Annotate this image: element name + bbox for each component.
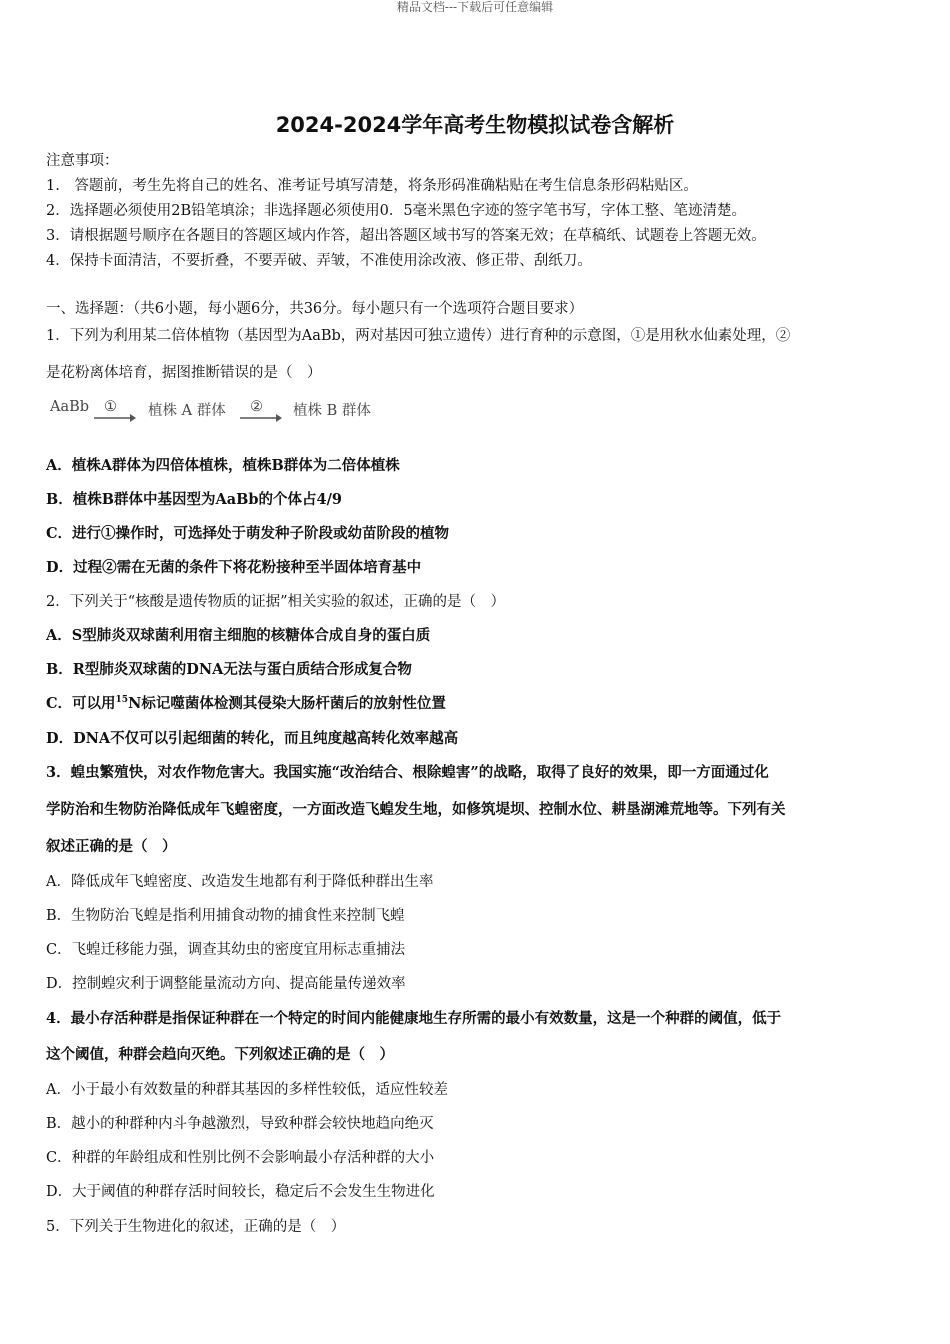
q4-option-d: D．大于阈值的种群存活时间较长，稳定后不会发生生物进化 [46, 1184, 435, 1200]
q3-stem-line2: 学防治和生物防治降低成年飞蝗密度，一方面改造飞蝗发生地，如修筑堤坝、控制水位、耕垦湖滩荒地等。下列有关 [46, 801, 786, 818]
q1-option-b: B．植株B群体中基因型为AaBb的个体占4/9 [46, 491, 343, 508]
q3-option-c: C．飞蝗迁移能力强，调查其幼虫的密度宜用标志重捕法 [46, 942, 406, 958]
diagram-arrow-1 [92, 395, 136, 427]
q4-option-c: C．种群的年龄组成和性别比例不会影响最小存活种群的大小 [46, 1150, 435, 1166]
q3-option-b: B．生物防治飞蝗是指利用捕食动物的捕食性来控制飞蝗 [46, 908, 405, 924]
q3-option-d: D．控制蝗灾利于调整能量流动方向、提高能量传递效率 [46, 976, 406, 992]
q1-stem-line1: 1．下列为利用某二倍体植物（基因型为AaBb，两对基因可独立遗传）进行育种的示意图，①是用秋水仙素处理，② [46, 328, 791, 344]
q5-stem: 5．下列关于生物进化的叙述，正确的是（ ） [46, 1219, 346, 1235]
q2-option-a: A．S型肺炎双球菌利用宿主细胞的核糖体合成自身的蛋白质 [46, 627, 431, 644]
diagram-arrow-2 [238, 395, 282, 427]
q3-option-a: A．降低成年飞蝗密度、改造发生地都有利于降低种群出生率 [46, 874, 434, 890]
q2-option-c [46, 695, 906, 713]
q1-option-d: D．过程②需在无菌的条件下将花粉接种至半固体培育基中 [46, 559, 422, 576]
notice-item-3: 3．请根据题号顺序在各题目的答题区域内作答，超出答题区域书写的答案无效；在草稿纸、试题卷上答题无效。 [46, 228, 766, 244]
q2-stem: 2．下列关于“核酸是遗传物质的证据”相关实验的叙述，正确的是（ ） [46, 594, 506, 610]
notice-item-1: 1. 答题前，考生先将自己的姓名、准考证号填写清楚，将条形码准确粘贴在考生信息条形码粘贴区。 [46, 178, 698, 194]
notice-item-2: 2．选择题必须使用2B铅笔填涂；非选择题必须使用0．5毫米黑色字迹的签字笔书写，字体工整、笔迹清楚。 [46, 203, 747, 219]
q4-option-b: B．越小的种群种内斗争越激烈，导致种群会较快地趋向绝灭 [46, 1116, 434, 1132]
q1-option-a: A．植株A群体为四倍体植株，植株B群体为二倍体植株 [46, 457, 400, 474]
diagram-step1: ① [104, 399, 117, 415]
q1-stem-line2: 是花粉离体培育，据图推断错误的是（ ） [46, 365, 322, 381]
q4-stem-line2: 这个阈值，种群会趋向灭绝。下列叙述正确的是（ ） [46, 1046, 394, 1063]
notice-heading: 注意事项： [46, 153, 119, 169]
q2-option-c-prefix: C．可以用 [46, 695, 116, 712]
header-note: 精品文档---下载后可任意编辑 [396, 0, 554, 14]
q4-option-a: A．小于最小有效数量的种群其基因的多样性较低，适应性较差 [46, 1082, 448, 1098]
arrow-right-icon [238, 395, 282, 427]
section-heading: 一、选择题：（共6小题，每小题6分，共36分。每小题只有一个选项符合题目要求） [46, 301, 584, 317]
q4-stem-line1: 4．最小存活种群是指保证种群在一个特定的时间内能健康地生存所需的最小有效数量，这是一个种群的阈值，低于 [46, 1010, 782, 1027]
q1-option-c: C．进行①操作时，可选择处于萌发种子阶段或幼苗阶段的植物 [46, 525, 450, 542]
diagram-start: AaBb [50, 399, 90, 415]
arrow-right-icon [92, 395, 136, 427]
q2-option-c-rest: N标记噬菌体检测其侵染大肠杆菌后的放射性位置 [128, 695, 446, 712]
q3-stem-line3: 叙述正确的是（ ） [46, 838, 177, 855]
q3-stem-line1: 3．蝗虫繁殖快，对农作物危害大。我国实施“改治结合、根除蝗害”的战略，取得了良好的效果，即一方面通过化 [46, 764, 769, 781]
diagram-step2: ② [250, 399, 263, 415]
q2-option-c-superscript: 15 [115, 695, 129, 706]
breeding-diagram [46, 395, 446, 427]
q2-option-d: D．DNA不仅可以引起细菌的转化，而且纯度越高转化效率越高 [46, 730, 459, 747]
notice-item-4: 4．保持卡面清洁，不要折叠，不要弄破、弄皱，不准使用涂改液、修正带、刮纸刀。 [46, 253, 592, 269]
page-title: 2024-2024学年高考生物模拟试卷含解析 [275, 113, 675, 137]
q2-option-b: B．R型肺炎双球菌的DNA无法与蛋白质结合形成复合物 [46, 661, 412, 678]
diagram-mid: 植株 A 群体 [148, 403, 226, 419]
diagram-end: 植株 B 群体 [293, 403, 371, 419]
